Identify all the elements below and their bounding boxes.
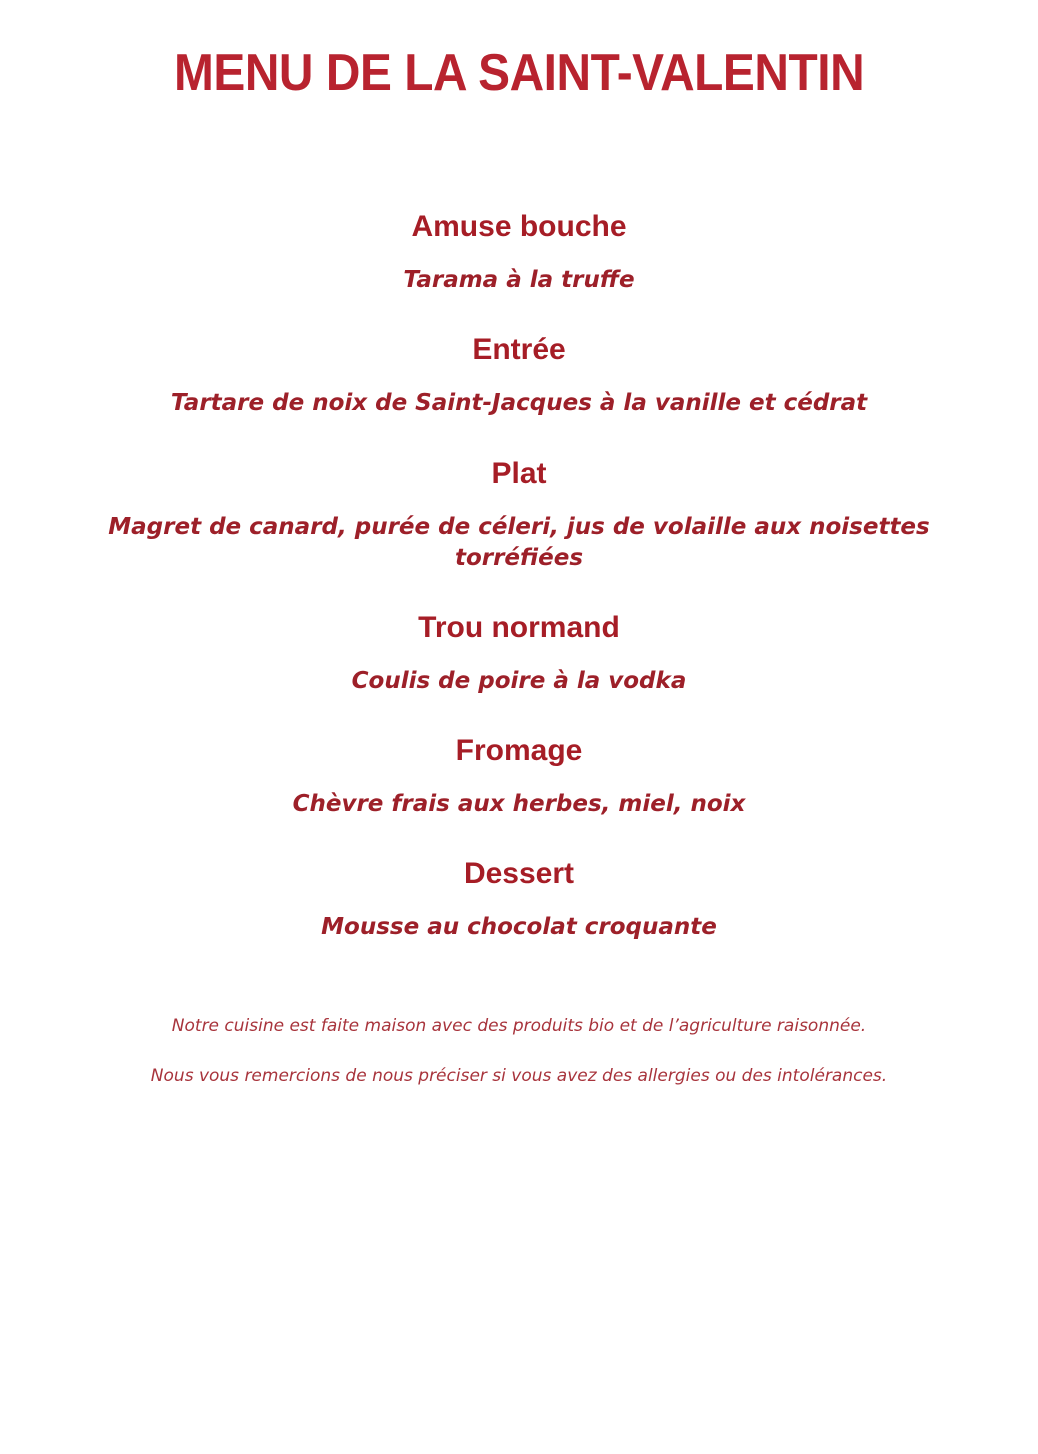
course-name: Entrée <box>472 333 566 367</box>
course-name: Plat <box>491 456 547 490</box>
course-name: Trou normand <box>418 610 620 644</box>
course-section-dessert <box>0 856 1038 943</box>
course-description: Magret de canard, purée de céleri, jus de volaille aux noisettes torréfiées <box>108 513 930 571</box>
course-name: Amuse bouche <box>411 210 627 244</box>
page-title: MENU DE LA SAINT-VALENTIN <box>173 44 865 102</box>
course-section-amuse-bouche <box>0 209 1038 296</box>
note-homemade-bio: Notre cuisine est faite maison avec des produits bio et de l’agriculture raisonnée. <box>171 1015 867 1036</box>
course-section-fromage <box>0 733 1038 820</box>
course-section-trou-normand <box>0 610 1038 697</box>
course-description: Tartare de noix de Saint-Jacques à la vanille et cédrat <box>170 390 868 417</box>
note-allergies: Nous vous remercions de nous préciser si vous avez des allergies ou des intolérances. <box>150 1065 888 1086</box>
course-description: Tarama à la truffe <box>403 267 635 294</box>
course-section-plat <box>0 456 1038 574</box>
course-description: Mousse au chocolat croquante <box>321 913 717 940</box>
footer-notes <box>0 1015 1038 1089</box>
course-description: Coulis de poire à la vodka <box>351 667 687 694</box>
course-description: Chèvre frais aux herbes, miel, noix <box>292 790 746 817</box>
course-name: Dessert <box>463 856 575 890</box>
course-section-entree <box>0 332 1038 419</box>
course-name: Fromage <box>455 733 583 767</box>
course-list <box>0 209 1038 942</box>
